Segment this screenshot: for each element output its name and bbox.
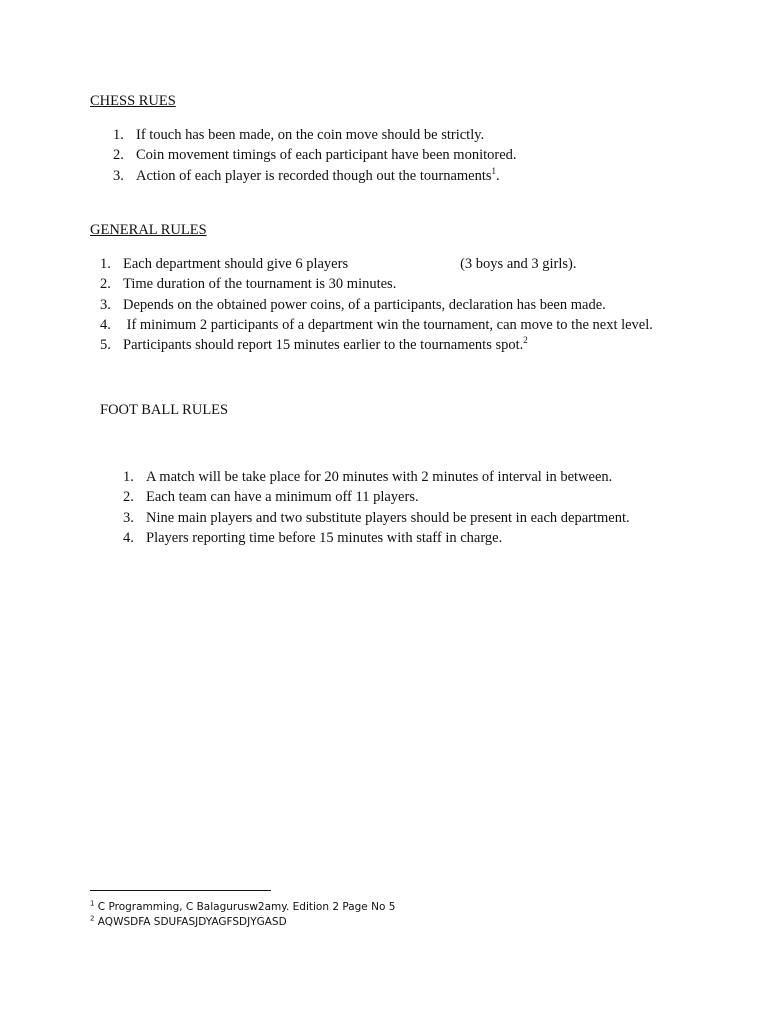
item-text: Participants should report 15 minutes earlier to the tournaments spot. [123,337,524,354]
footnote-ref[interactable]: 1 [491,165,497,176]
item-number: 3. [100,296,111,313]
item-text: If touch has been made, on the coin move should be strictly. [136,127,485,143]
item-text: If minimum 2 participants of a department win the tournament, can move to the next level. [123,316,653,333]
item-text-end: . [496,167,500,184]
footnote-text: AQWSDFA SDUFASJDYAGFSDJYGASD [94,916,287,928]
footnote-2 [90,915,395,930]
item-text: Nine main players and two substitute players should be present in each department. [146,509,630,526]
footnote-ref[interactable]: 2 [523,335,528,346]
item-text: A match will be take place for 20 minutes with 2 minutes of interval in between. [146,469,613,485]
footnotes [90,900,395,930]
footnote-mark: 1 [90,899,95,908]
item-text: Action of each player is recorded though out the tournaments [136,167,492,184]
item-number: 4. [123,529,134,546]
item-number: 2. [113,147,124,164]
item-text: Players reporting time before 15 minutes with staff in charge. [146,529,503,546]
chess-heading: CHESS RUES [90,93,176,109]
item-number: 1. [113,127,124,143]
item-number: 1. [123,469,134,485]
item-number: 3. [113,167,124,184]
footnote-1 [90,900,395,915]
item-text: Time duration of the tournament is 30 minutes. [123,276,397,293]
footnote-text: C Programming, C Balagurusw2amy. Edition 2 Page No 5 [94,901,396,913]
item-number: 2. [100,276,111,293]
football-heading: FOOT BALL RULES [100,402,229,418]
footnote-separator [90,890,271,891]
item-text: Each team can have a minimum off 11 players. [146,489,419,506]
footnote-mark: 2 [90,914,95,923]
item-text: Depends on the obtained power coins, of a participants, declaration has been made. [123,296,606,313]
item-number: 5. [100,337,111,354]
item-text: Coin movement timings of each participant have been monitored. [136,147,517,164]
item-text: Each department should give 6 players [123,256,349,272]
item-text-extra: (3 boys and 3 girls). [460,256,577,272]
item-number: 1. [100,256,111,272]
general-heading: GENERAL RULES [90,222,207,238]
item-number: 2. [123,489,134,506]
item-number: 3. [123,509,134,526]
item-number: 4. [100,316,111,333]
